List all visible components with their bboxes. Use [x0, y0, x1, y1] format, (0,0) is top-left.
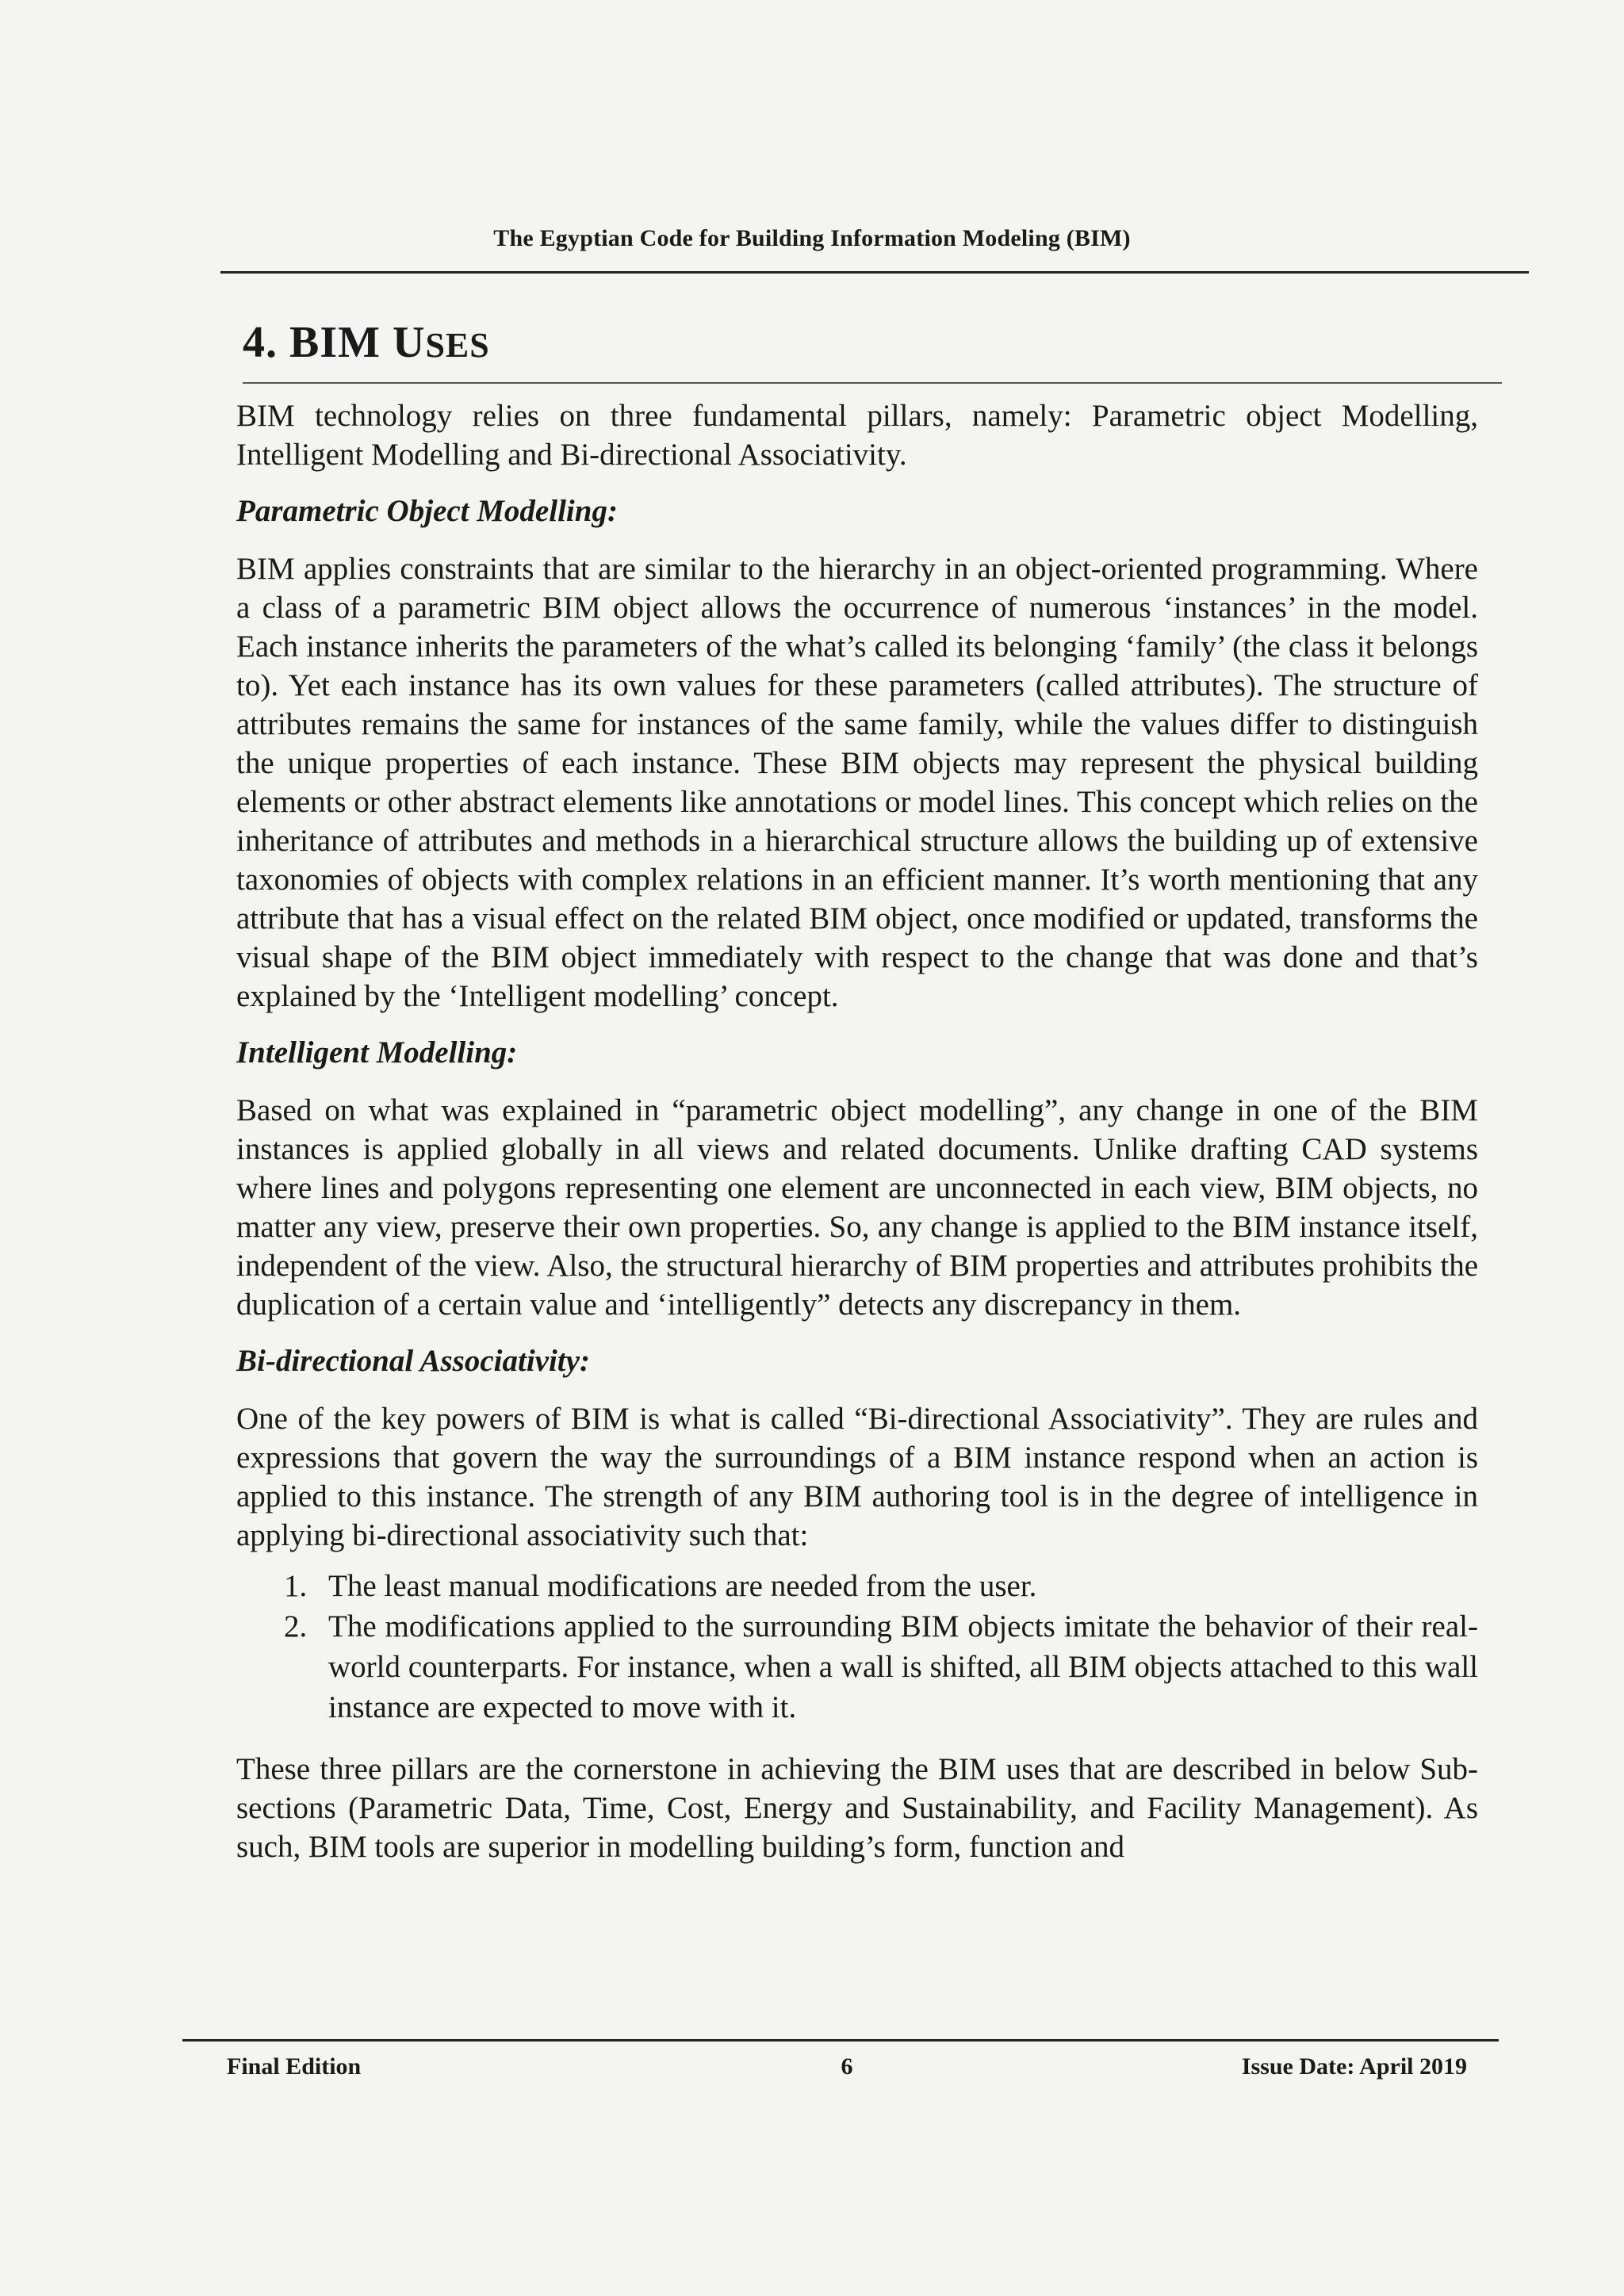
section-title-main: BIM U	[289, 318, 426, 367]
footer-rule	[182, 2039, 1499, 2042]
list-item-number: 2.	[284, 1609, 308, 1644]
list-item-number: 1.	[284, 1569, 308, 1603]
footer-issue-date: Issue Date: April 2019	[1241, 2053, 1467, 2080]
list-item-text: The least manual modifications are needed from the user.	[328, 1569, 1037, 1603]
running-header: The Egyptian Code for Building Information Modeling (BIM)	[493, 225, 1131, 251]
body-content	[236, 396, 1478, 1866]
footer-page-number: 6	[841, 2053, 853, 2080]
section-title-rule	[243, 382, 1502, 384]
section-number: 4.	[243, 318, 278, 367]
closing-paragraph: These three pillars are the cornerstone in achieving the BIM uses that are described in below Sub-sections (Parametric Data, Time, Cost, Energy and Sustainability, and Facility Management). As such, BIM tools are superior in modelling building’s form, function and	[236, 1752, 1478, 1864]
footer-edition: Final Edition	[227, 2053, 362, 2080]
section-title-text	[289, 318, 490, 367]
subheading-parametric: Parametric Object Modelling:	[236, 494, 618, 528]
subheading-intelligent: Intelligent Modelling:	[236, 1035, 518, 1070]
list-item-text: The modifications applied to the surrounding BIM objects imitate the behavior of their real-world counterparts. For instance, when a wall is shifted, all BIM objects attached to this wall instance are expected to move with it.	[328, 1609, 1478, 1724]
paragraph-parametric: BIM applies constraints that are similar to the hierarchy in an object-oriented programming. Where a class of a parametric BIM object allows the occurrence of numerous ‘instances’ in the model. Each instance inherits the parameters of the what’s called its belonging ‘family’ (the class it belongs to). Yet each instance has its own values for these parameters (called attributes). The structure of attributes remains the same for instances of the same family, while the values differ to distinguish the unique properties of each instance. These BIM objects may represent the physical building elements or other abstract elements like annotations or model lines. This concept which relies on the inheritance of attributes and methods in a hierarchical structure allows the building up of extensive taxonomies of objects with complex relations in an efficient manner. It’s worth mentioning that any attribute that has a visual effect on the related BIM object, once modified or updated, transforms the visual shape of the BIM object immediately with respect to the change that was done and that’s explained by the ‘Intelligent modelling’ concept.	[236, 552, 1478, 1013]
paragraph-bidirectional: One of the key powers of BIM is what is called “Bi-directional Associativity”. They are rules and expressions that govern the way the surroundings of a BIM instance respond when an action is applied to this instance. The strength of any BIM authoring tool is in the degree of intelligence in applying bi-directional associativity such that:	[236, 1402, 1478, 1552]
section-title	[243, 317, 490, 368]
section-title-smallcaps: SES	[425, 326, 490, 365]
subheading-bidirectional: Bi-directional Associativity:	[236, 1344, 590, 1378]
paragraph-intelligent: Based on what was explained in “parametric object modelling”, any change in one of the BIM instances is applied globally in all views and related documents. Unlike drafting CAD systems where lines and polygons representing one element are unconnected in each view, BIM objects, no matter any view, preserve their own properties. So, any change is applied to the BIM instance itself, independent of the view. Also, the structural hierarchy of BIM properties and attributes prohibits the duplication of a certain value and ‘intelligently” detects any discrepancy in them.	[236, 1093, 1478, 1322]
list-item	[236, 1606, 1478, 1728]
intro-paragraph: BIM technology relies on three fundamental pillars, namely: Parametric object Modelling, Intelligent Modelling and Bi-directional Associativity.	[236, 399, 1478, 472]
list-item	[236, 1566, 1478, 1606]
header-rule	[220, 271, 1529, 274]
numbered-list	[236, 1566, 1478, 1728]
